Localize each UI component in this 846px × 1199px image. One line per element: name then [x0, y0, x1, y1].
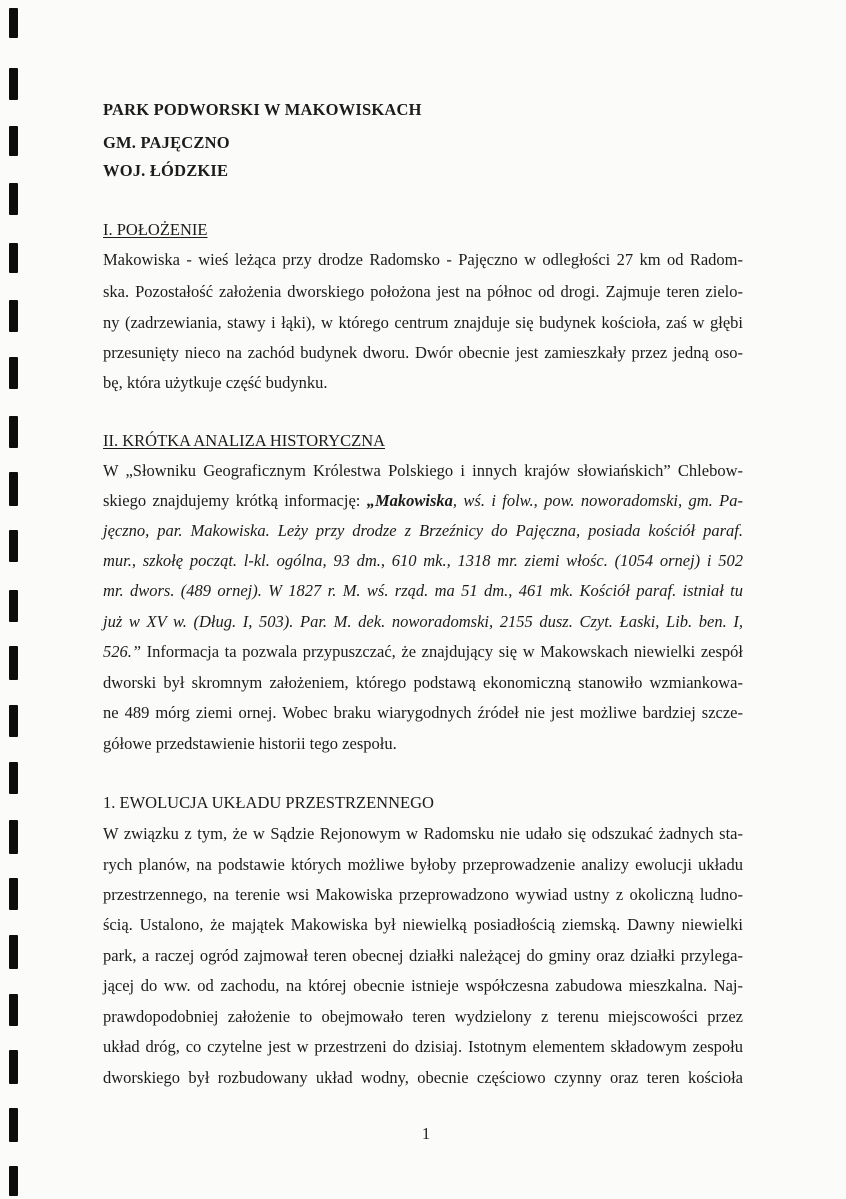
paragraph-line: rych planów, na podstawie których możliwe byłoby przeprowadzenie analizy ewolucji układu — [103, 855, 743, 874]
line-text: skiego znajdujemy krótką informację: — [103, 491, 367, 510]
section-heading-location: I. POŁOŻENIE — [103, 220, 208, 239]
paragraph-line: przesunięty nieco na zachód budynek dworu. Dwór obecnie jest zamieszkały przez jedną oso- — [103, 343, 743, 362]
quoted-text: , wś. i folw., pow. noworadomski, gm. Pa- — [452, 491, 743, 510]
paragraph-line-quote: mur., szkołę począt. l-kl. ogólna, 93 dm., 610 mk., 1318 mr. ziemi włośc. (1054 ornej) i 502 — [103, 551, 743, 570]
quoted-term: „Makowiska — [366, 491, 453, 510]
page-number: 1 — [421, 1124, 431, 1143]
paragraph-line: dworski był skromnym założeniem, którego podstawą ekonomiczną stanowiło wzmiankowa- — [103, 673, 743, 692]
paragraph-line: dworskiego był rozbudowany układ wodny, obecnie częściowo czynny oraz teren kościoła — [103, 1068, 743, 1087]
paragraph-line: gółowe przedstawienie historii tego zespołu. — [103, 734, 397, 753]
paragraph-line: W „Słowniku Geograficznym Królestwa Polskiego i innych krajów słowiańskich” Chlebow- — [103, 461, 743, 480]
paragraph-line: prawdopodobniej założenie to obejmowało teren wydzielony z terenu miejscowości przez — [103, 1007, 743, 1026]
paragraph-line: ścią. Ustalono, że majątek Makowiska był niewielką posiadłością ziemską. Dawny niewielki — [103, 915, 743, 934]
paragraph-line: bę, która użytkuje część budynku. — [103, 373, 328, 392]
line-text: Informacja ta pozwala przypuszczać, że znajdujący się w Makowskach niewielki zespół — [141, 642, 743, 661]
paragraph-line: ne 489 mórg ziemi ornej. Wobec braku wiarygodnych źródeł nie jest możliwe bardziej szcze- — [103, 703, 743, 722]
paragraph-line: ska. Pozostałość założenia dworskiego położona jest na północ od drogi. Zajmuje teren zielo- — [103, 282, 743, 301]
paragraph-line: jącej do ww. od zachodu, na której obecnie istnieje współczesna zabudowa mieszkalna. Naj- — [103, 976, 743, 995]
paragraph-line: Makowiska - wieś leżąca przy drodze Radomsko - Pajęczno w odległości 27 km od Radom- — [103, 250, 743, 269]
section-heading-spatial-evolution: 1. EWOLUCJA UKŁADU PRZESTRZENNEGO — [103, 793, 434, 812]
paragraph-line — [103, 491, 743, 511]
paragraph-line-quote: mr. dwors. (489 ornej). W 1827 r. M. wś. rząd. ma 51 dm., 461 mk. Kościół paraf. istniał tu — [103, 581, 743, 600]
paragraph-line-quote: już w XV w. (Dług. I, 503). Par. M. dek. noworadomski, 2155 dusz. Czyt. Łaski, Lib. ben. I, — [103, 612, 743, 631]
paragraph-line: przestrzennego, na terenie wsi Makowiska przeprowadzono wywiad ustny z okoliczną ludno- — [103, 885, 743, 904]
quoted-text: 526.” — [103, 642, 142, 661]
document-title-line-1: PARK PODWORSKI W MAKOWISKACH — [103, 100, 422, 119]
paragraph-line: park, a raczej ogród zajmował teren obecnej działki należącej do gminy oraz działki przylega- — [103, 946, 743, 965]
document-title-line-3: WOJ. ŁÓDZKIE — [103, 161, 229, 180]
document-title-line-2: GM. PAJĘCZNO — [103, 133, 230, 152]
paragraph-line-quote: jęczno, par. Makowiska. Leży przy drodze z Brzeźnicy do Pajęczna, posiada kościół paraf. — [103, 521, 743, 540]
paragraph-line: układ dróg, co czytelne jest w przestrzeni do dzisiaj. Istotnym elementem składowym zespołu — [103, 1037, 743, 1056]
paragraph-line: ny (zadrzewiania, stawy i łąki), w którego centrum znajduje się budynek kościoła, zaś w głębi — [103, 313, 743, 332]
paragraph-line — [103, 642, 743, 662]
section-heading-history: II. KRÓTKA ANALIZA HISTORYCZNA — [103, 431, 386, 450]
paragraph-line: W związku z tym, że w Sądzie Rejonowym w Radomsku nie udało się odszukać żadnych sta- — [103, 824, 743, 843]
